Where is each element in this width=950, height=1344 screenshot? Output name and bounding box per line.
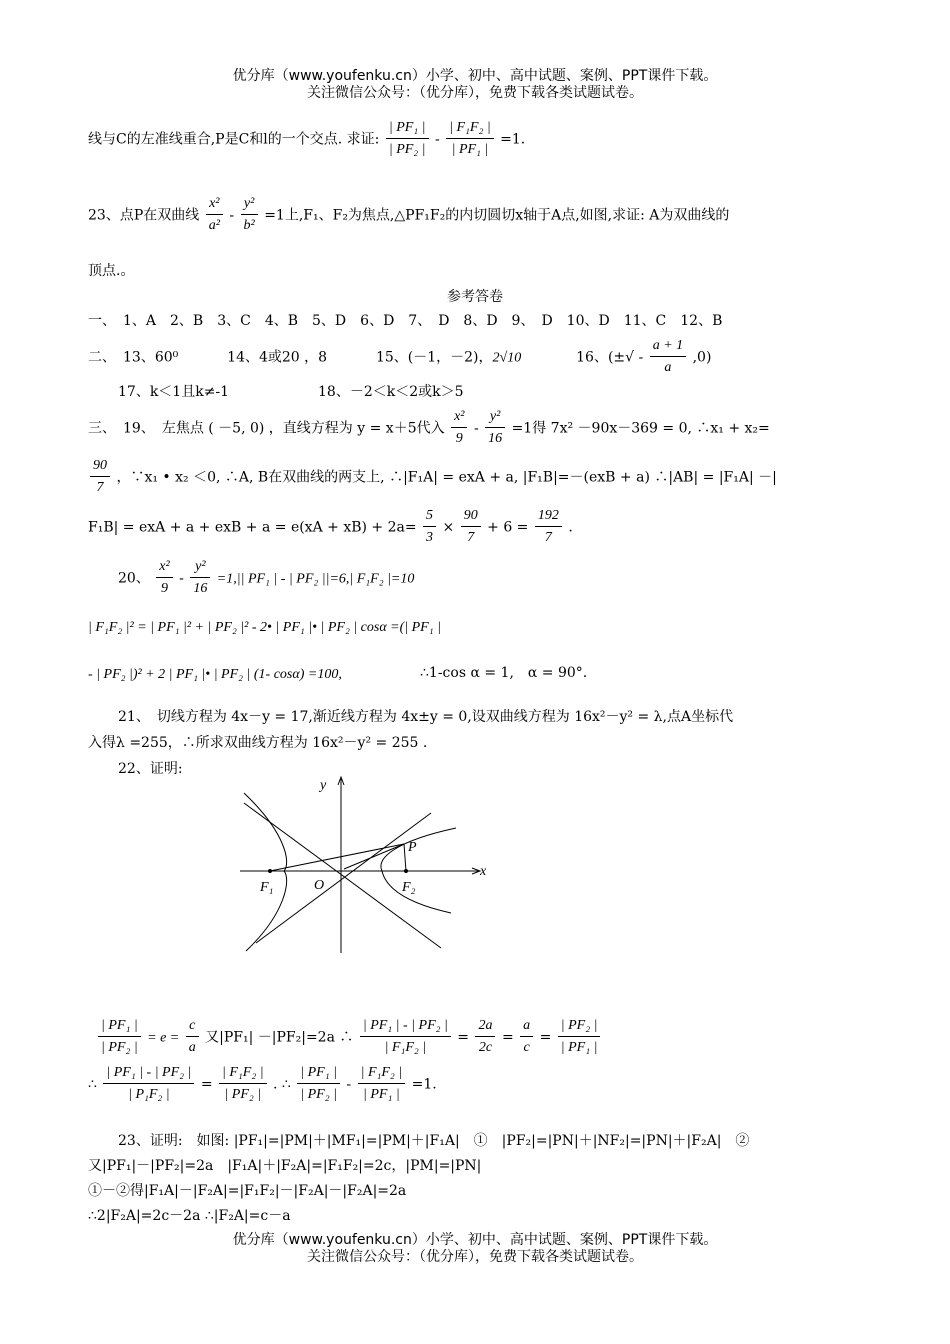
label-f2: F₂ [402, 880, 416, 895]
segment-pf2 [404, 844, 406, 871]
q18-answer: 18、－2＜k＜2或k＞5 [318, 384, 464, 400]
fraction: $\frac{\text{| PF₁ | - | PF₂ |}}{\text{| F₁F₂ |}}$ [360, 1016, 451, 1059]
fraction: $\frac{\text{| PF₂ |}}{\text{| PF₁ |}}$ [558, 1016, 601, 1059]
fraction: $\frac{\text{| PF₁ |}}{\text{| PF₂ |}}$ [297, 1063, 340, 1106]
fraction: $\frac{\text{x²}}{9}$ [451, 407, 467, 450]
label-f1: F₁ [260, 880, 274, 895]
q21-line-1: 21、 切线方程为 4x－y = 17,渐近线方程为 4x±y = 0,设双曲线方程为 16x²－y² = λ,点A坐标代 [118, 709, 734, 725]
fraction: $\frac{\text{| PF₁ |}}{\text{| PF₂ |}}$ [386, 118, 429, 161]
segment-pf1 [270, 844, 404, 871]
fraction: $\frac{90}{7}$ [461, 506, 481, 549]
fraction: $\frac{\text{y²}}{16}$ [485, 407, 505, 450]
q19-line-1: 三、 19、 左焦点 ( －5, 0) ，直线方程为 y = x＋5代入 $\frac{\text{x²}}{9}$ - $\frac{\text{y²}}{16}$ =1得 7x² －90x－369 = 0, ∴x₁ + x₂= [88, 407, 770, 450]
fraction: $\frac{90}{7}$ [90, 456, 110, 499]
footer-line-1: 优分库（www.youfenku.cn）小学、初中、高中试题、案例、PPT课件下载。 [232, 1232, 718, 1248]
fraction: $\frac{\text{| F₁F₂ |}}{\text{| PF₁ |}}$ [358, 1063, 406, 1106]
q23-answer-line-4: ∴2|F₂A|=2c－2a ∴|F₂A|=c－a [88, 1208, 291, 1224]
focus-f1-dot [268, 869, 272, 873]
asymptote-2 [256, 813, 431, 943]
q23-answer-line-1: 23、证明: 如图: |PF₁|=|PM|＋|MF₁|=|PM|＋|F₁A| ① |PF₂|=|PN|＋|NF₂|=|PN|＋|F₂A| ② [118, 1133, 750, 1149]
q17-answer: 17、k＜1且k≠-1 [118, 384, 230, 400]
fraction: $\frac{\text{| F₁F₂ |}}{\text{| PF₂ |}}$ [219, 1063, 267, 1106]
fraction: $\frac{\text{x²}}{\text{a²}}$ [206, 194, 223, 237]
fraction: $\frac{\text{y²}}{\text{b²}}$ [241, 194, 258, 237]
fraction: $\frac{\text{y²}}{16}$ [190, 557, 210, 600]
focus-f2-dot [404, 869, 408, 873]
q20-line-1: 20、 $\frac{\text{x²}}{9}$ - $\frac{\text{y²}}{16}$ =1,|| PF₁ | - | PF₂ ||=6,| F₁F₂ |=10 [118, 557, 414, 600]
q22-label: 22、证明: [118, 761, 183, 777]
q23-answer-line-3: ①－②得|F₁A|－|F₂A|=|F₁F₂|－|F₂A|－|F₂A|=2a [88, 1183, 407, 1199]
q23-answer-line-2: 又|PF₁|－|PF₂|=2a |F₁A|＋|F₂A|=|F₁F₂|=2c，|PM|=|PN| [88, 1158, 482, 1174]
fraction: $\frac{c}{a}$ [186, 1016, 199, 1059]
question-23: 23、点P在双曲线 $\frac{\text{x²}}{\text{a²}}$ - $\frac{\text{y²}}{\text{b²}}$ =1上,F₁、F₂为焦点,△PF₁F₂的内切圆切x轴于A点,如图,求证: A为双曲线的 [88, 194, 729, 237]
segment-p-line [344, 844, 404, 869]
hyperbola-figure [236, 773, 496, 958]
asymptote-1 [244, 803, 441, 948]
fraction: $\frac{\text{| PF₁ |}}{\text{| PF₂ |}}$ [98, 1016, 141, 1059]
label-o: O [314, 878, 325, 893]
fraction: $\frac{192}{7}$ [535, 506, 562, 549]
footer-line-2: 关注微信公众号：（优分库），免费下载各类试题试卷。 [307, 1249, 643, 1265]
fraction: $\frac{\text{| PF₁ | - | PF₂ |}}{\text{| P₁F₂ |}}$ [103, 1063, 194, 1106]
section-1-answers: 一、 1、A 2、B 3、C 4、B 5、D 6、D 7、 D 8、D 9、 D 10、D 11、C 12、B [88, 313, 723, 329]
q20-line-2: | F₁F₂ |² = | PF₁ |² + | PF₂ |² - 2• | PF₁ |• | PF₂ | cosα =(| PF₁ | [88, 620, 441, 635]
fraction: $\frac{a}{c}$ [520, 1016, 533, 1059]
q19-line-3: F₁B| = exA + a + exB + a = e(xA + xB) + 2a= $\frac{5}{3}$ × $\frac{90}{7}$ + 6 = $\frac{192}{7}$ . [88, 506, 573, 549]
fraction: $\frac{5}{3}$ [423, 506, 436, 549]
q22-continuation: 线与C的左准线重合,P是C和l的一个交点. 求证: $\frac{\text{| PF₁ |}}{\text{| PF₂ |}}$ - $\frac{\text{| F₁F₂ |}}{\text{| PF₁ |}}$ =1. [88, 118, 525, 161]
answers-title: 参考答卷 [447, 289, 503, 305]
fraction: $\frac{\text{x²}}{9}$ [156, 557, 172, 600]
label-p: P [408, 840, 417, 855]
header-line-2: 关注微信公众号：（优分库），免费下载各类试题试卷。 [307, 85, 643, 101]
q19-line-2: $\frac{90}{7}$ ，∵x₁ • x₂ ＜0, ∴A, B在双曲线的两支上, ∴|F₁A| = exA + a, |F₁B|=－(exB + a) ∴|AB| = |F₁A| －| [88, 456, 777, 499]
left-branch [244, 793, 287, 951]
fraction: $\frac{\text{| F₁F₂ |}}{\text{| PF₁ |}}$ [446, 118, 494, 161]
question-23-end: 顶点.。 [88, 263, 135, 279]
fraction: $\frac{a + 1}{a}$ [650, 336, 686, 379]
label-y: y [320, 778, 327, 793]
q21-line-2: 入得λ =255，∴所求双曲线方程为 16x²－y² = 255 . [88, 735, 428, 751]
header-line-1: 优分库（www.youfenku.cn）小学、初中、高中试题、案例、PPT课件下载。 [232, 68, 718, 84]
section-2-answers: 二、 13、60⁰ 14、4或20 ，8 15、(－1，－2)，2√10 16、(±√ - $\frac{a + 1}{a}$ ,0) [88, 336, 711, 379]
fraction: $\frac{2a}{2c}$ [475, 1016, 495, 1059]
label-x: x [480, 864, 487, 879]
q20-line-3: - | PF₂ |)² + 2 | PF₁ |• | PF₂ | (1- cosα) =100, [88, 667, 342, 682]
q22-proof-line-2: ∴ $\frac{\text{| PF₁ | - | PF₂ |}}{\text{| P₁F₂ |}}$ = $\frac{\text{| F₁F₂ |}}{\text{| PF₂ |}}$ . ∴ $\frac{\text{| PF₁ |}}{\text{| PF₂ |}}$ - $\frac{\text{| F₁F₂ |}}{\text{| PF₁ |}}$ =1. [88, 1063, 437, 1106]
q20-line-3-end: ∴1-cos α = 1, α = 90°. [420, 665, 588, 681]
q22-proof-line-1: $\frac{\text{| PF₁ |}}{\text{| PF₂ |}}$ = e = $\frac{c}{a}$ 又|PF₁| －|PF₂|=2a ∴ $\frac{\text{| PF₁ | - | PF₂ |}}{\text{| F₁F₂ |}}$ = $\frac{2a}{2c}$ = $\frac{a}{c}$ = $\frac{\text{| PF₂ |}}{\text{| PF₁ |}}$ [96, 1016, 602, 1059]
